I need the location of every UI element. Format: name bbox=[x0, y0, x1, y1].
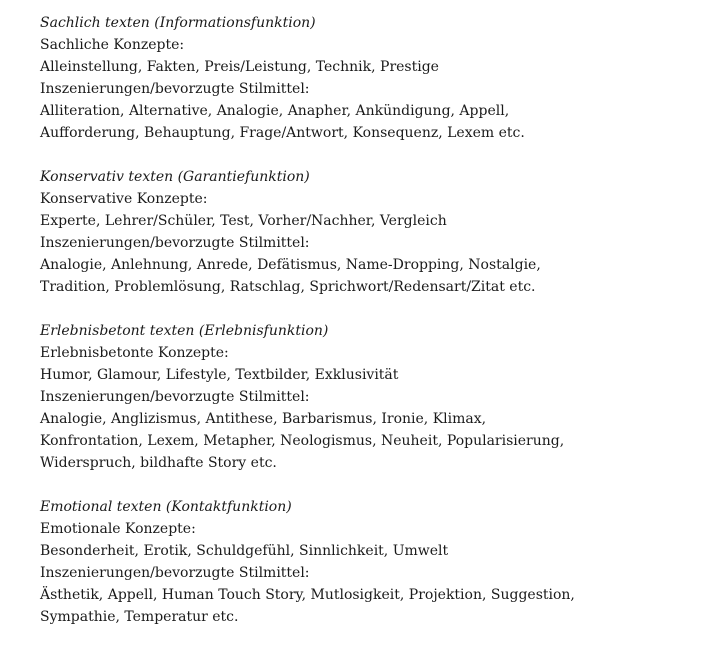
devices-line: Sympathie, Temperatur etc. bbox=[40, 609, 239, 625]
devices-line: Analogie, Anglizismus, Antithese, Barbarismus, Ironie, Klimax, bbox=[40, 411, 487, 427]
section-emotional bbox=[40, 496, 710, 628]
devices-line: Analogie, Anlehnung, Anrede, Defätismus, Name-Dropping, Nostalgie, bbox=[40, 257, 541, 273]
concepts-label: Konservative Konzepte: bbox=[40, 191, 208, 207]
section-erlebnisbetont bbox=[40, 320, 710, 474]
section-heading: Emotional texten (Kontaktfunktion) bbox=[40, 499, 292, 515]
devices-line: Aufforderung, Behauptung, Frage/Antwort, Konsequenz, Lexem etc. bbox=[40, 125, 525, 141]
concepts-list: Humor, Glamour, Lifestyle, Textbilder, Exklusivität bbox=[40, 367, 399, 383]
devices-label: Inszenierungen/bevorzugte Stilmittel: bbox=[40, 565, 310, 581]
section-heading: Sachlich texten (Informationsfunktion) bbox=[40, 15, 316, 31]
devices-line: Widerspruch, bildhafte Story etc. bbox=[40, 455, 277, 471]
devices-line: Ästhetik, Appell, Human Touch Story, Mutlosigkeit, Projektion, Suggestion, bbox=[40, 587, 575, 603]
section-heading: Erlebnisbetont texten (Erlebnisfunktion) bbox=[40, 323, 329, 339]
devices-line: Konfrontation, Lexem, Metapher, Neologismus, Neuheit, Popularisierung, bbox=[40, 433, 565, 449]
concepts-list: Experte, Lehrer/Schüler, Test, Vorher/Nachher, Vergleich bbox=[40, 213, 447, 229]
concepts-list: Alleinstellung, Fakten, Preis/Leistung, Technik, Prestige bbox=[40, 59, 439, 75]
devices-line: Tradition, Problemlösung, Ratschlag, Sprichwort/Redensart/Zitat etc. bbox=[40, 279, 536, 295]
devices-label: Inszenierungen/bevorzugte Stilmittel: bbox=[40, 81, 310, 97]
devices-line: Alliteration, Alternative, Analogie, Anapher, Ankündigung, Appell, bbox=[40, 103, 510, 119]
concepts-label: Sachliche Konzepte: bbox=[40, 37, 185, 53]
concepts-label: Erlebnisbetonte Konzepte: bbox=[40, 345, 229, 361]
devices-label: Inszenierungen/bevorzugte Stilmittel: bbox=[40, 235, 310, 251]
devices-label: Inszenierungen/bevorzugte Stilmittel: bbox=[40, 389, 310, 405]
concepts-list: Besonderheit, Erotik, Schuldgefühl, Sinnlichkeit, Umwelt bbox=[40, 543, 449, 559]
document-page bbox=[40, 12, 710, 650]
section-heading: Konservativ texten (Garantiefunktion) bbox=[40, 169, 310, 185]
section-sachlich bbox=[40, 12, 710, 144]
section-konservativ bbox=[40, 166, 710, 298]
concepts-label: Emotionale Konzepte: bbox=[40, 521, 196, 537]
